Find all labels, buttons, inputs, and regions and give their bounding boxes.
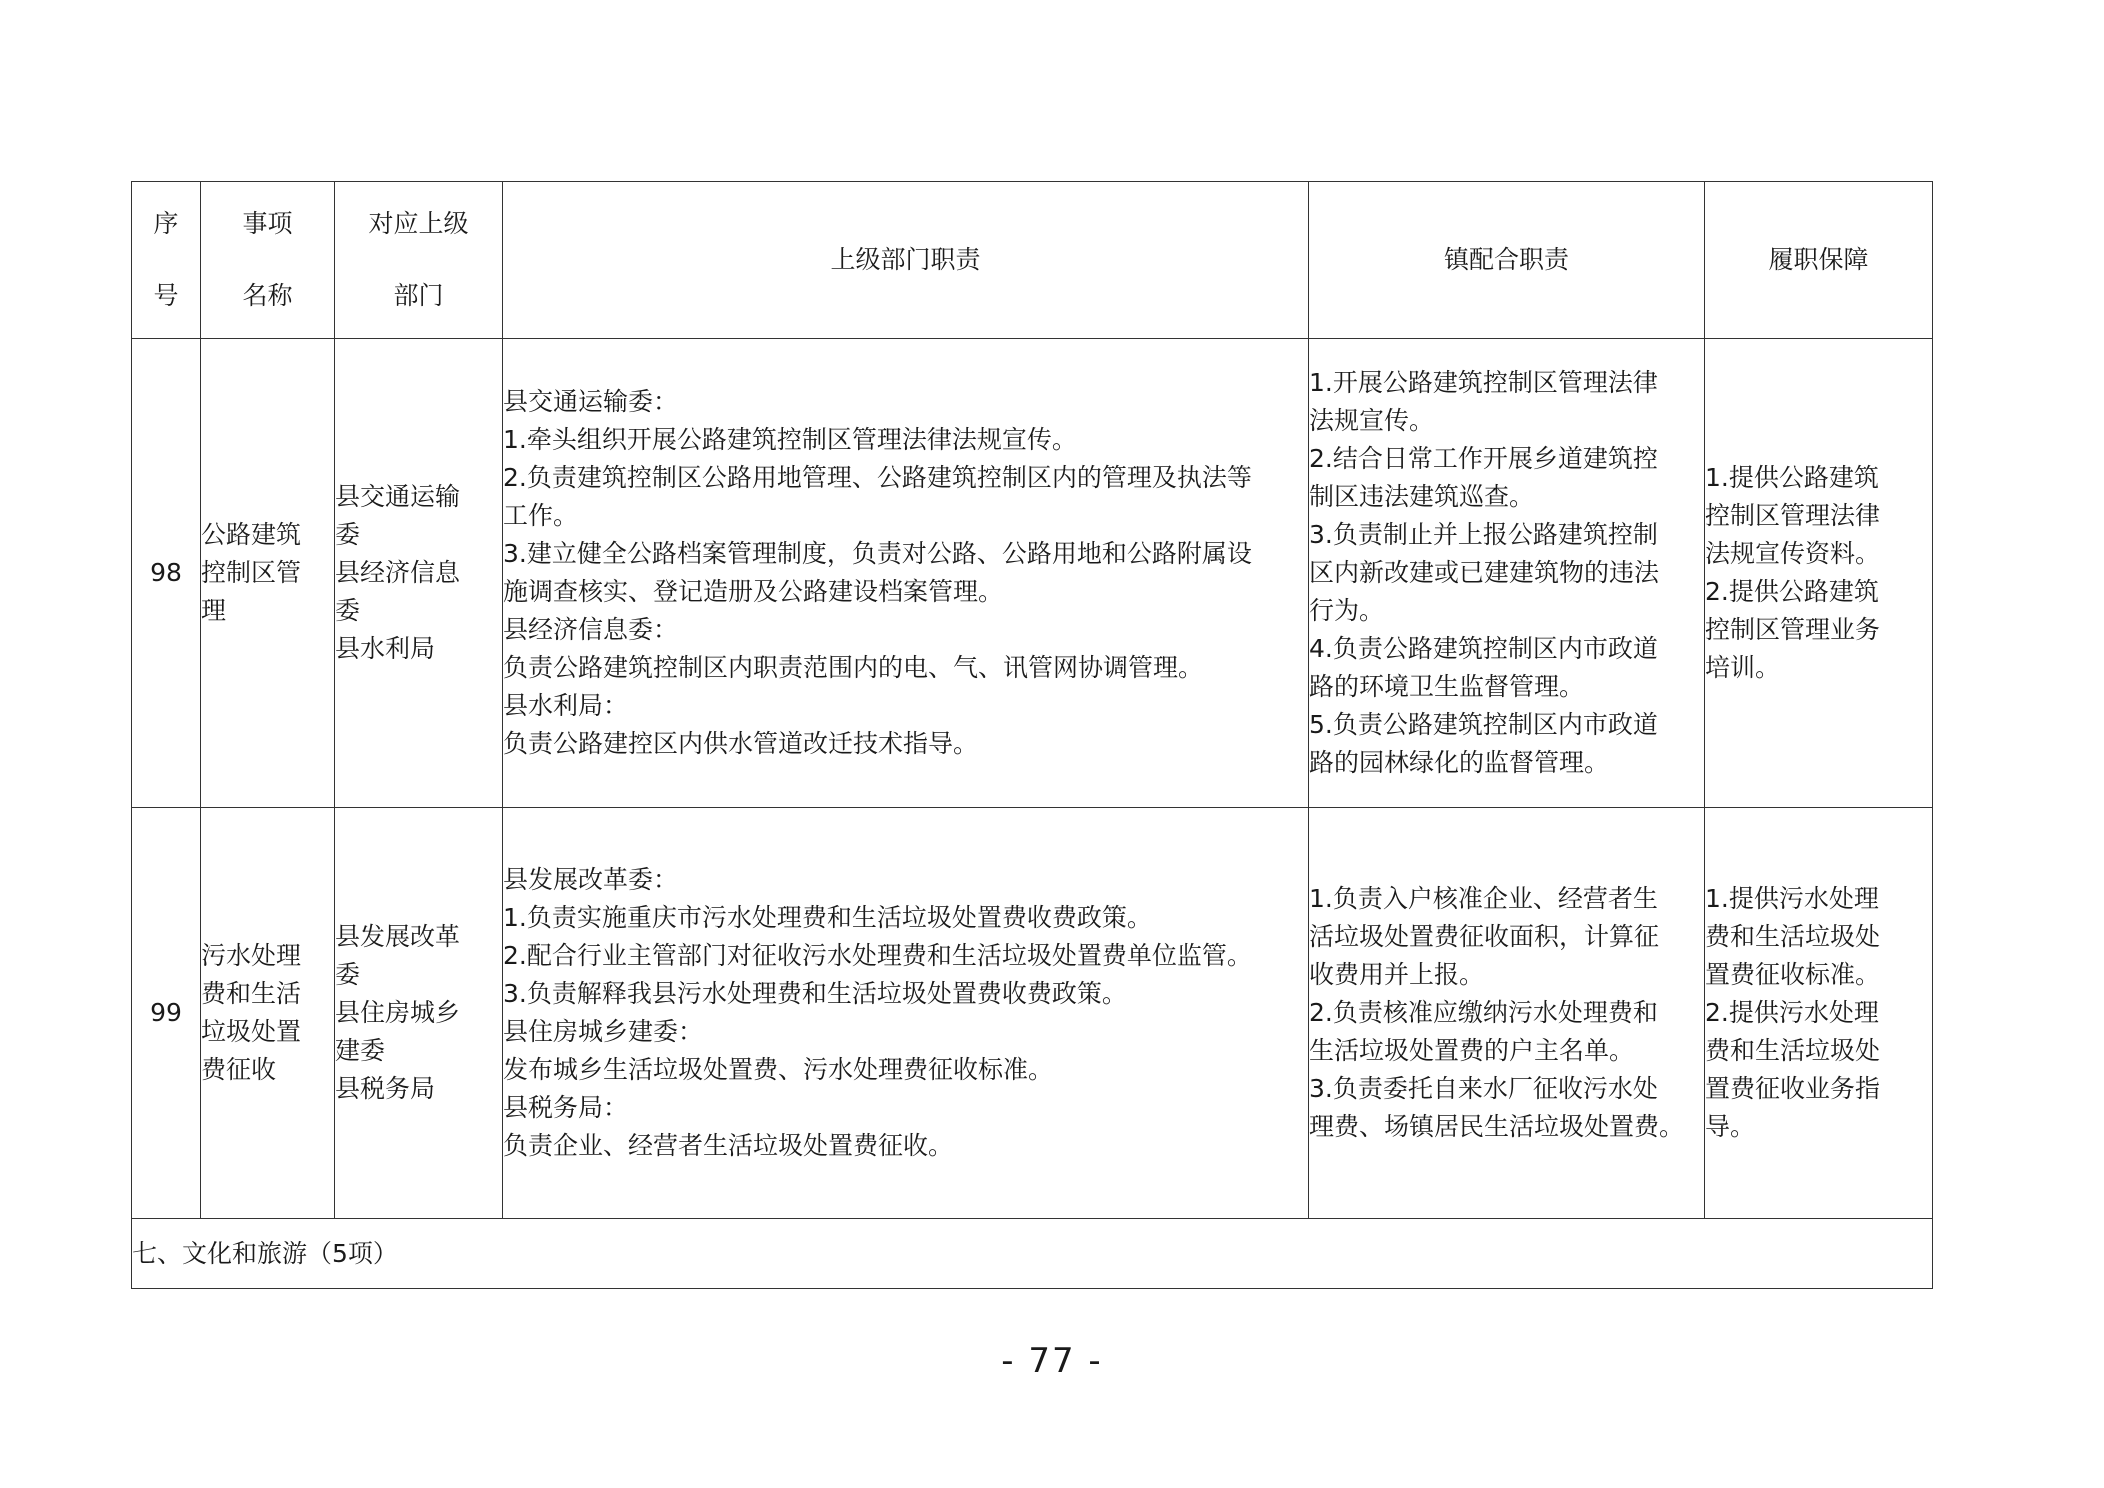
upper-dept-line: 建委 [335,1036,386,1065]
upper-duty-line: 县发展改革委： [503,865,679,894]
upper-dept-line: 县交通运输 [335,482,461,511]
item-name-line: 公路建筑 [201,520,302,549]
header-seq-line-2: 号 [153,281,179,310]
item-name-line: 控制区管 [201,558,302,587]
town-duty-line: 制区违法建筑巡查。 [1309,482,1535,511]
table-header-row [132,182,1933,339]
item-name-line: 理 [201,596,227,625]
town-duty-line: 2.结合日常工作开展乡道建筑控 [1309,444,1658,473]
upper-duty-line: 发布城乡生活垃圾处置费、污水处理费征收标准。 [503,1055,1054,1084]
upper-duty-line: 县水利局： [503,691,629,720]
upper-dept-line: 委 [335,520,361,549]
town-duty-line: 行为。 [1309,596,1385,625]
upper-duty-line: 县交通运输委： [503,387,679,416]
upper-dept-line: 县税务局 [335,1074,436,1103]
header-upper-dept [335,182,503,339]
row-number: 99 [132,808,201,1219]
item-name-cell [201,808,335,1219]
header-item-name-line-1: 事项 [242,209,293,238]
town-duty-line: 生活垃圾处置费的户主名单。 [1309,1036,1635,1065]
town-duty-line: 2.负责核准应缴纳污水处理费和 [1309,998,1658,1027]
guarantee-line: 2.提供公路建筑 [1705,577,1879,606]
town-duty-cell [1309,339,1705,808]
section-row [132,1219,1933,1289]
upper-duty-cell [503,808,1309,1219]
page-number: - 77 - [1001,1341,1103,1381]
guarantee-line: 1.提供污水处理 [1705,884,1879,913]
upper-duty-line: 负责企业、经营者生活垃圾处置费征收。 [503,1131,954,1160]
upper-duty-cell [503,339,1309,808]
town-duty-line: 5.负责公路建筑控制区内市政道 [1309,710,1658,739]
upper-dept-line: 县发展改革 [335,922,461,951]
town-duty-line: 活垃圾处置费征收面积，计算征 [1309,922,1660,951]
header-upper-duty: 上级部门职责 [503,182,1309,339]
header-item-name [201,182,335,339]
header-seq [132,182,201,339]
guarantee-cell [1705,808,1933,1219]
town-duty-line: 收费用并上报。 [1309,960,1485,989]
guarantee-line: 法规宣传资料。 [1705,539,1881,568]
upper-dept-cell [335,339,503,808]
guarantee-line: 费和生活垃圾处 [1705,1036,1881,1065]
header-guarantee: 履职保障 [1705,182,1933,339]
guarantee-line: 置费征收业务指 [1705,1074,1881,1103]
town-duty-line: 3.负责制止并上报公路建筑控制 [1309,520,1658,549]
upper-duty-line: 县税务局： [503,1093,629,1122]
upper-duty-line: 施调查核实、登记造册及公路建设档案管理。 [503,577,1004,606]
table-row [132,808,1933,1219]
item-name-line: 费征收 [201,1055,277,1084]
table-row [132,339,1933,808]
town-duty-line: 路的环境卫生监督管理。 [1309,672,1585,701]
upper-duty-line: 3.建立健全公路档案管理制度，负责对公路、公路用地和公路附属设 [503,539,1252,568]
upper-duty-line: 工作。 [503,501,579,530]
guarantee-line: 2.提供污水处理 [1705,998,1879,1027]
upper-dept-line: 县水利局 [335,634,436,663]
guarantee-line: 导。 [1705,1112,1756,1141]
guarantee-line: 控制区管理业务 [1705,615,1881,644]
header-upper-dept-line-2: 部门 [393,281,444,310]
town-duty-line: 1.开展公路建筑控制区管理法律 [1309,368,1658,397]
guarantee-line: 1.提供公路建筑 [1705,463,1879,492]
upper-duty-line: 负责公路建控区内供水管道改迁技术指导。 [503,729,979,758]
town-duty-cell [1309,808,1705,1219]
upper-dept-line: 委 [335,596,361,625]
upper-dept-cell [335,808,503,1219]
town-duty-line: 理费、场镇居民生活垃圾处置费。 [1309,1112,1685,1141]
town-duty-line: 路的园林绿化的监督管理。 [1309,748,1610,777]
item-name-line: 垃圾处置 [201,1017,302,1046]
upper-dept-line: 县住房城乡 [335,998,461,1027]
guarantee-line: 培训。 [1705,653,1781,682]
item-name-line: 污水处理 [201,941,302,970]
header-seq-line-1: 序 [153,209,179,238]
header-upper-dept-line-1: 对应上级 [368,209,469,238]
upper-dept-line: 县经济信息 [335,558,461,587]
header-town-duty: 镇配合职责 [1309,182,1705,339]
section-title: 七、文化和旅游（5项） [132,1219,1933,1289]
town-duty-line: 3.负责委托自来水厂征收污水处 [1309,1074,1658,1103]
upper-duty-line: 1.牵头组织开展公路建筑控制区管理法律法规宣传。 [503,425,1077,454]
item-name-cell [201,339,335,808]
upper-duty-line: 1.负责实施重庆市污水处理费和生活垃圾处置费收费政策。 [503,903,1152,932]
duties-table [131,181,1933,1289]
upper-duty-line: 县经济信息委： [503,615,679,644]
town-duty-line: 1.负责入户核准企业、经营者生 [1309,884,1658,913]
town-duty-line: 4.负责公路建筑控制区内市政道 [1309,634,1658,663]
upper-duty-line: 3.负责解释我县污水处理费和生活垃圾处置费收费政策。 [503,979,1127,1008]
upper-dept-line: 委 [335,960,361,989]
header-item-name-line-2: 名称 [242,281,293,310]
town-duty-line: 法规宣传。 [1309,406,1435,435]
upper-duty-line: 2.配合行业主管部门对征收污水处理费和生活垃圾处置费单位监管。 [503,941,1252,970]
guarantee-cell [1705,339,1933,808]
guarantee-line: 控制区管理法律 [1705,501,1881,530]
upper-duty-line: 县住房城乡建委： [503,1017,704,1046]
upper-duty-line: 2.负责建筑控制区公路用地管理、公路建筑控制区内的管理及执法等 [503,463,1252,492]
guarantee-line: 置费征收标准。 [1705,960,1881,989]
upper-duty-line: 负责公路建筑控制区内职责范围内的电、气、讯管网协调管理。 [503,653,1204,682]
town-duty-line: 区内新改建或已建建筑物的违法 [1309,558,1660,587]
guarantee-line: 费和生活垃圾处 [1705,922,1881,951]
row-number: 98 [132,339,201,808]
item-name-line: 费和生活 [201,979,302,1008]
